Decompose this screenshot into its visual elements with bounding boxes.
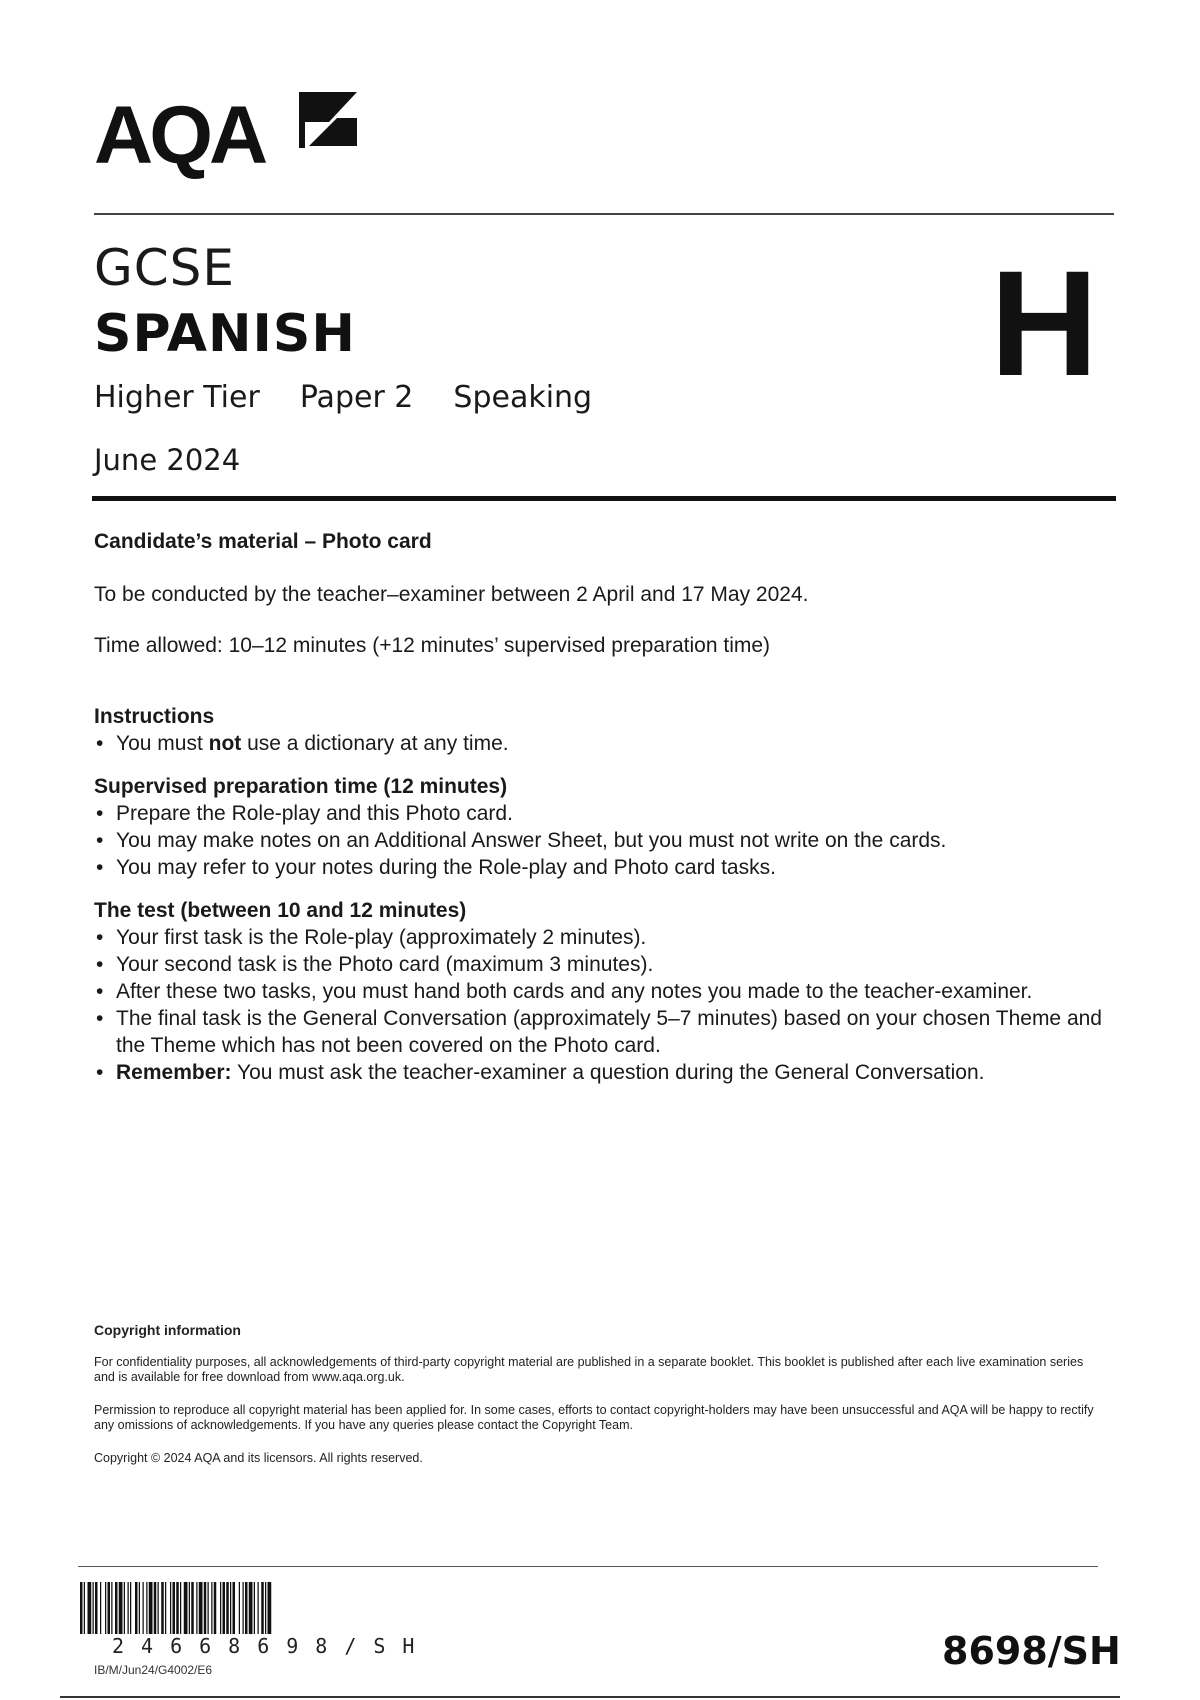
list-item: • Remember: You must ask the teacher-examiner a question during the General Conversation. [96,1061,985,1084]
barcode-bar [149,1582,153,1634]
barcode-bar [265,1582,266,1634]
barcode-bar [119,1582,123,1634]
conducted-text: To be conducted by the teacher–examiner between 2 April and 17 May 2024. [94,583,809,606]
barcode-bar [254,1582,255,1634]
barcode-bar [214,1582,217,1634]
time-allowed-text: Time allowed: 10–12 minutes (+12 minutes’ supervised preparation time) [94,634,771,657]
barcode-bar [208,1582,209,1634]
list-item: • After these two tasks, you must hand both cards and any notes you made to the teacher-examiner. [96,980,1033,1003]
barcode-bar [176,1582,179,1634]
barcode-bar [223,1582,226,1634]
logo-wordmark: AQA [94,90,265,181]
subject-title: SPANISH [94,304,356,364]
footer-rule [78,1566,1098,1567]
barcode-bar [245,1582,248,1634]
barcode-bar [80,1582,83,1634]
copyright-block [94,1323,1104,1484]
test-heading: The test (between 10 and 12 minutes) [94,899,467,922]
instructions-list [94,730,1114,757]
aqa-leaf-mark-icon [299,88,359,148]
copyright-heading: Copyright information [94,1322,241,1338]
barcode-digits: 24668698/SH [112,1634,432,1658]
barcode-bar [111,1582,112,1634]
barcode-bar [154,1582,157,1634]
barcode-bar [108,1582,111,1634]
copyright-paragraph: Permission to reproduce all copyright material has been applied for. In some cases, efforts to contact copyright-holders may have been unsuccessful and AQA will be happy to rectify any omissions of acknowledgements. If you have any queries please contact the Copyright Team. [94,1403,1094,1432]
list-item: • Prepare the Role-play and this Photo card. [96,802,513,825]
copyright-paragraph: For confidentiality purposes, all acknowledgements of third-party copyright material are published in a separate booklet. This booklet is published after each live examination series and is available for free download from www.aqa.org.uk. [94,1355,1084,1384]
barcode-bar [158,1582,159,1634]
barcode-bar [180,1582,181,1634]
tier-letter: H [990,239,1099,407]
barcode-bar [230,1582,231,1634]
copyright-notice: Copyright © 2024 AQA and its licensors. All rights reserved. [94,1451,423,1465]
barcode-bar [146,1582,147,1634]
barcode-bar [93,1582,94,1634]
barcode-bar [128,1582,129,1634]
tier-label: Higher Tier [94,380,260,415]
reference-code: IB/M/Jun24/G4002/E6 [94,1663,213,1677]
barcode-bar [233,1582,236,1634]
paper-code: 8698/SH [942,1629,1121,1673]
barcode-bar [239,1582,240,1634]
barcode-bar [220,1582,221,1634]
list-item: • You may refer to your notes during the Role-play and Photo card tasks. [96,856,776,879]
barcode-bar [268,1582,272,1634]
barcode-bar [261,1582,264,1634]
barcode-bar [165,1582,166,1634]
title-rule [92,496,1116,501]
barcode-bar [100,1582,101,1634]
qualification-title: GCSE [94,239,235,297]
barcode-bar [130,1582,131,1634]
barcode-bar [204,1582,207,1634]
instructions-heading: Instructions [94,705,215,728]
barcode-bar [161,1582,164,1634]
preparation-list [94,800,1114,881]
header-rule [94,213,1114,215]
paper-label: Paper 2 [299,380,414,415]
barcode-bar [258,1582,259,1634]
barcode [80,1582,440,1634]
list-item: • You must not use a dictionary at any time. [96,732,509,755]
barcode-bar [105,1582,106,1634]
barcode-bar [226,1582,229,1634]
page-bottom-rule [60,1696,1120,1698]
aqa-logo [94,88,364,184]
barcode-bar [189,1582,190,1634]
test-list [94,924,1114,1086]
list-item: • Your second task is the Photo card (maximum 3 minutes). [96,953,654,976]
barcode-bar [196,1582,197,1634]
paper-details [94,378,592,418]
barcode-bar [184,1582,188,1634]
component-label: Speaking [453,380,593,415]
barcode-bar [211,1582,212,1634]
barcode-bar [95,1582,98,1634]
barcode-bar [88,1582,92,1634]
barcode-bar [249,1582,253,1634]
barcode-bar [84,1582,85,1634]
barcode-bar [170,1582,171,1634]
barcode-bar [199,1582,203,1634]
barcode-bar [143,1582,144,1634]
barcode-bar [124,1582,125,1634]
barcode-bar [191,1582,194,1634]
barcode-bar [139,1582,140,1634]
list-item: • Your first task is the Role-play (approximately 2 minutes). [96,926,647,949]
list-item: • The final task is the General Conversation (approximately 5–7 minutes) based on your chosen Theme and the Theme which has not been covered on the Photo card. [96,1007,1102,1057]
exam-series: June 2024 [94,443,241,477]
preparation-heading: Supervised preparation time (12 minutes) [94,775,508,798]
barcode-bar [115,1582,118,1634]
barcode-bar [173,1582,176,1634]
list-item: • You may make notes on an Additional Answer Sheet, but you must not write on the cards. [96,829,947,852]
instructions-body [94,528,1114,1086]
material-title: Candidate’s material – Photo card [94,530,432,553]
barcode-bar [243,1582,244,1634]
barcode-bar [135,1582,138,1634]
